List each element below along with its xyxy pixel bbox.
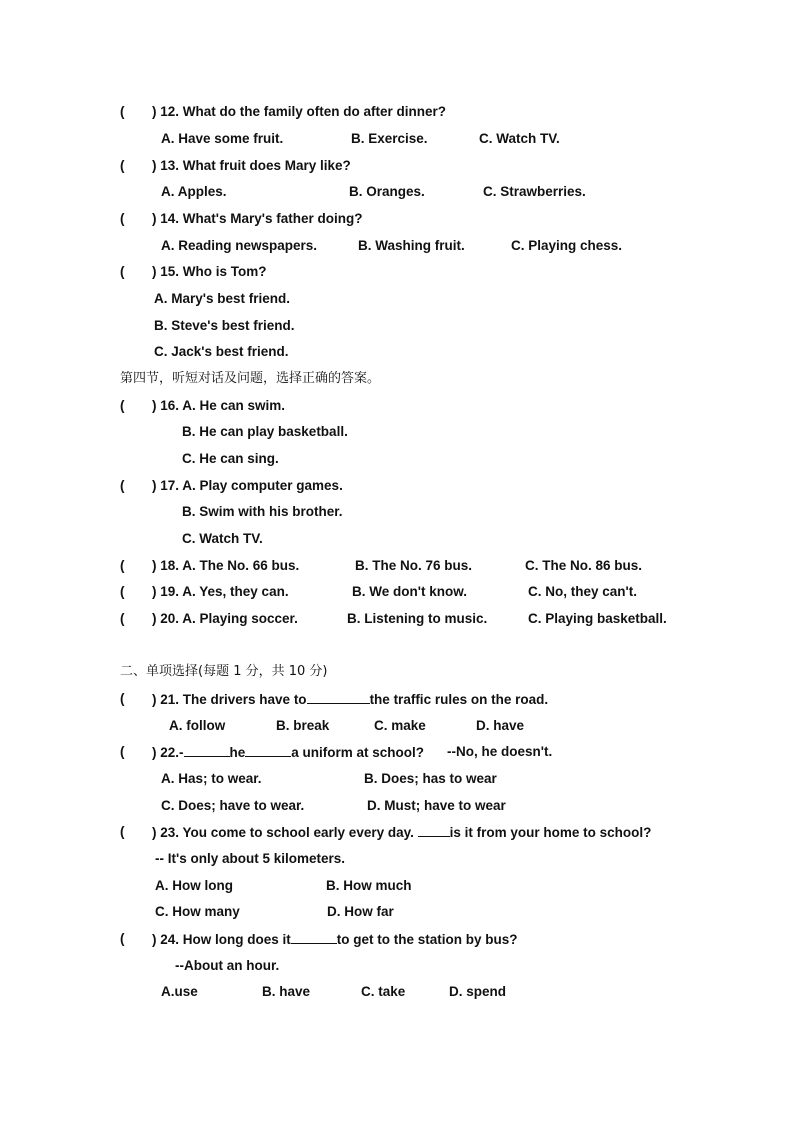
question-22 <box>152 744 424 761</box>
option: C. Does; have to wear. <box>161 798 305 813</box>
option: A. How long <box>155 878 233 893</box>
answer-text: --No, he doesn't. <box>447 744 553 759</box>
option: C. Watch TV. <box>182 531 263 546</box>
option: B. break <box>276 718 330 733</box>
option: A. follow <box>169 718 226 733</box>
question-12: ) 12. What do the family often do after dinner? <box>152 104 447 119</box>
question-19: ) 19. A. Yes, they can. <box>152 584 289 599</box>
answer-blank <box>418 824 450 837</box>
answer-paren: ( <box>120 824 125 839</box>
answer-paren: ( <box>120 104 125 119</box>
option: C. Jack's best friend. <box>154 344 289 359</box>
question-24 <box>152 931 518 948</box>
option: C. take <box>361 984 406 999</box>
answer-blank <box>245 744 291 757</box>
option: C. Playing basketball. <box>528 611 667 626</box>
answer-paren: ( <box>120 931 125 946</box>
option: B. Listening to music. <box>347 611 488 626</box>
option: C. No, they can't. <box>528 584 637 599</box>
option: C. The No. 86 bus. <box>525 558 643 573</box>
option: B. The No. 76 bus. <box>355 558 473 573</box>
answer-paren: ( <box>120 158 125 173</box>
answer-blank <box>291 931 337 944</box>
option: B. Oranges. <box>349 184 425 199</box>
answer-paren: ( <box>120 211 125 226</box>
question-23 <box>152 824 651 841</box>
option: C. Watch TV. <box>479 131 560 146</box>
option: B. Swim with his brother. <box>182 504 343 519</box>
answer-text: --About an hour. <box>175 958 280 973</box>
option: C. Strawberries. <box>483 184 586 199</box>
option: B. How much <box>326 878 412 893</box>
answer-paren: ( <box>120 398 125 413</box>
part-heading: 二、单项选择(每题 1 分，共 10 分) <box>120 664 328 679</box>
option: B. have <box>262 984 311 999</box>
question-17: ) 17. A. Play computer games. <box>152 478 343 493</box>
question-text: ) 21. The drivers have to <box>152 692 307 707</box>
option: C. make <box>374 718 426 733</box>
option: B. Exercise. <box>351 131 428 146</box>
question-18: ) 18. A. The No. 66 bus. <box>152 558 300 573</box>
question-20: ) 20. A. Playing soccer. <box>152 611 298 626</box>
question-text: the traffic rules on the road. <box>369 692 549 707</box>
answer-paren: ( <box>120 744 125 759</box>
option: B. We don't know. <box>352 584 467 599</box>
question-text: ) 24. How long does it <box>152 932 291 947</box>
section-heading: 第四节，听短对话及问题，选择正确的答案。 <box>120 371 381 386</box>
question-text: ) 22.- <box>152 745 184 760</box>
answer-paren: ( <box>120 584 125 599</box>
question-15: ) 15. Who is Tom? <box>152 264 267 279</box>
question-text: is it from your home to school? <box>449 825 652 840</box>
answer-paren: ( <box>120 558 125 573</box>
option: A. Has; to wear. <box>161 771 262 786</box>
option: C. He can sing. <box>182 451 279 466</box>
answer-text: -- It's only about 5 kilometers. <box>155 851 345 866</box>
answer-paren: ( <box>120 478 125 493</box>
option: A. Have some fruit. <box>161 131 284 146</box>
option: B. Washing fruit. <box>358 238 465 253</box>
option: D. spend <box>449 984 507 999</box>
option: A. Reading newspapers. <box>161 238 318 253</box>
option: B. Steve's best friend. <box>154 318 295 333</box>
answer-paren: ( <box>120 691 125 706</box>
option: B. Does; has to wear <box>364 771 497 786</box>
option: A. Mary's best friend. <box>154 291 290 306</box>
option: B. He can play basketball. <box>182 424 348 439</box>
answer-paren: ( <box>120 611 125 626</box>
question-text: he <box>229 745 246 760</box>
option: C. Playing chess. <box>511 238 623 253</box>
question-21 <box>152 691 548 708</box>
question-text: a uniform at school? <box>291 745 425 760</box>
option: D. have <box>476 718 525 733</box>
answer-blank <box>184 744 230 757</box>
option: C. How many <box>155 904 240 919</box>
question-14: ) 14. What's Mary's father doing? <box>152 211 363 226</box>
option: D. Must; have to wear <box>367 798 506 813</box>
answer-blank <box>307 691 370 704</box>
question-text: ) 23. You come to school early every day. <box>152 825 414 840</box>
question-text: to get to the station by bus? <box>336 932 518 947</box>
option: A.use <box>161 984 198 999</box>
answer-paren: ( <box>120 264 125 279</box>
question-13: ) 13. What fruit does Mary like? <box>152 158 351 173</box>
option: A. Apples. <box>161 184 227 199</box>
question-16: ) 16. A. He can swim. <box>152 398 286 413</box>
option: D. How far <box>327 904 394 919</box>
